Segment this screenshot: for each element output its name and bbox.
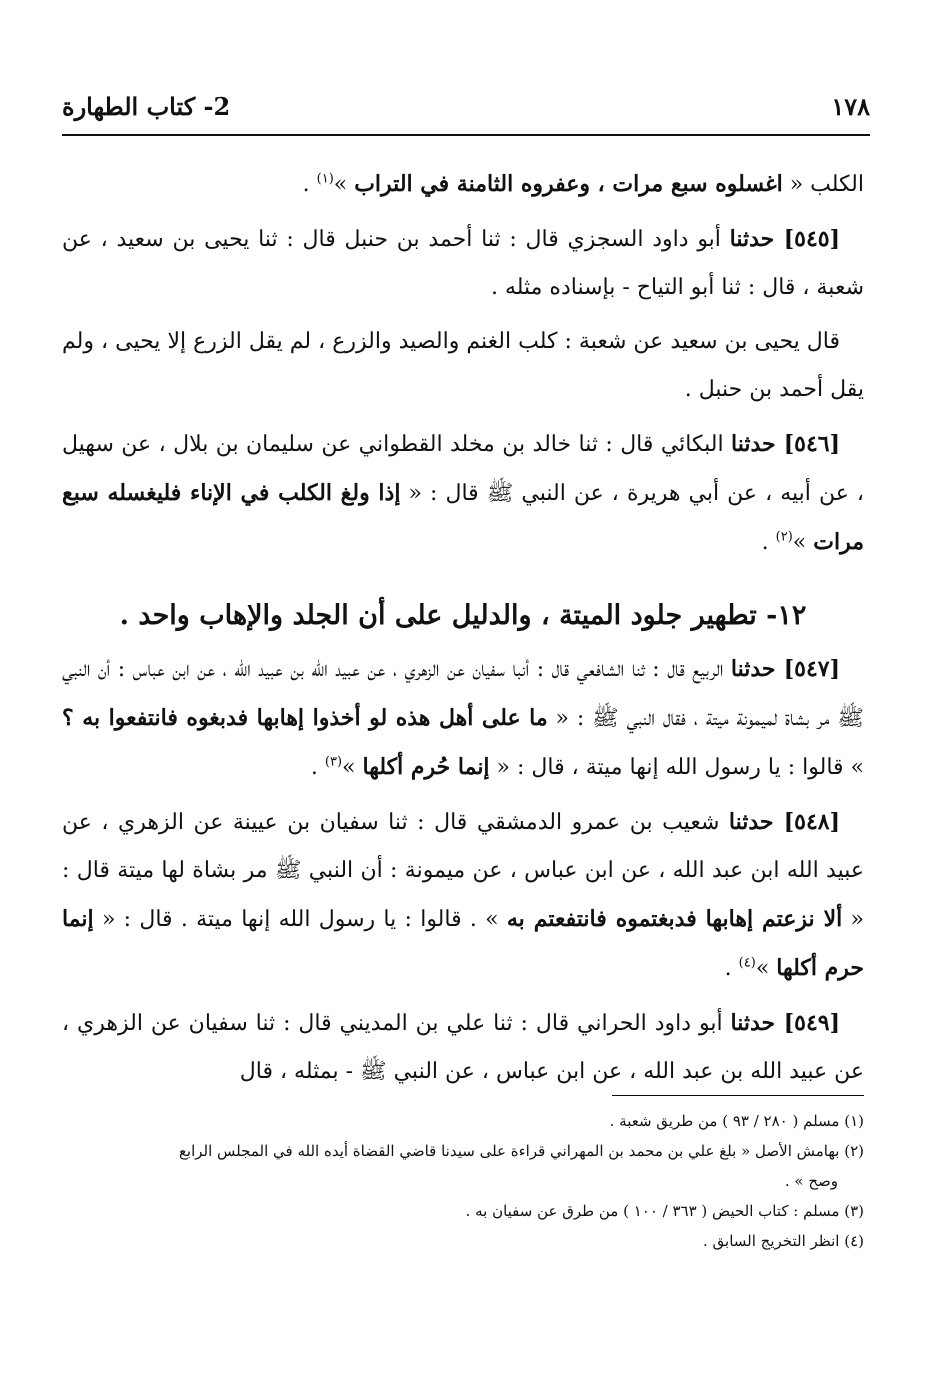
hadith-quote: إنما حرم أكلها [62, 906, 864, 981]
footnote-2: (٢) بهامش الأصل « بلغ علي بن محمد بن المهراني قراءة على سيدنا قاضي القضاة أيده الله في المجلس الرابع [178, 1142, 864, 1160]
hadith-quote: اغسلوه سبع مرات ، وعفروه الثامنة في التراب [354, 171, 783, 197]
hadith-548 [62, 798, 864, 993]
commentary-text: قال يحيى بن سعيد عن شعبة : كلب الغنم والصيد والزرع ، لم يقل الزرع إلا يحيى ، ولم يقل أحمد بن حنبل . [62, 329, 864, 402]
chapter-title: 2- كتاب الطهارة [62, 91, 231, 121]
hadith-546 [62, 420, 864, 567]
body-text [62, 160, 864, 1102]
hadith-quote: ما على أهل هذه لو أخذوا إهابها فدبغوه فانتفعوا به ؟ [62, 705, 548, 731]
hadith-text: » . قالوا : يا رسول الله إنها ميتة . قال : « [93, 907, 507, 932]
hadith-number: [٥٤٦] حدثنا [731, 431, 840, 457]
paragraph-intro [62, 160, 864, 209]
text-run: . [310, 755, 325, 780]
hadith-text: » قالوا : يا رسول الله إنها ميتة ، قال : « [489, 755, 864, 780]
hadith-text: شعيب بن عمرو الدمشقي قال : ثنا سفيان بن عيينة عن الزهري ، عن عبيد الله ابن عبد الله ، عن ابن عباس ، عن ميمونة : أن النبي ﷺ مر بشاة لها ميتة قال : « [62, 810, 864, 932]
footnote-ref: (٢) [775, 529, 793, 545]
footnote-ref: (٣) [324, 754, 343, 770]
hadith-number: [٥٤٥] حدثنا [729, 226, 840, 252]
section-heading: ١٢- تطهير جلود الميتة ، والدليل على أن الجلد والإهاب واحد . [119, 600, 807, 631]
hadith-number: [٥٤٧] حدثنا [730, 656, 840, 682]
hadith-545 [62, 215, 864, 312]
footnote-divider [612, 1095, 864, 1096]
commentary-paragraph [62, 318, 864, 414]
footnote-ref: (٤) [738, 955, 756, 971]
hadith-text: الربيع قال : ثنا الشافعي قال : أنبا سفيان عن الزهري ، عن عبيد الله بن عبيد الله ، عن ابن عباس : أن النبي ﷺ مر بشاة لميمونة ميتة ، فقال النبي ﷺ : « [62, 657, 864, 731]
hadith-quote: إنما حُرم أكلها [362, 754, 490, 780]
hadith-text: أبو داود السجزي قال : ثنا أحمد بن حنبل قال : ثنا يحيى بن سعيد ، عن شعبة ، قال : ثنا أبو التياح - بإسناده مثله . [62, 227, 864, 300]
footnote-ref: (١) [316, 171, 334, 187]
footnote-3: (٣) مسلم : كتاب الحيض ( ٣٦٣ / ١٠٠ ) من طرق عن سفيان به . [465, 1202, 864, 1220]
text-run: » [755, 956, 777, 981]
text-run: » [792, 530, 814, 555]
text-run: الكلب « [782, 172, 864, 197]
footnote-4: (٤) انظر التخريج السابق . [703, 1232, 864, 1250]
hadith-quote: ألا نزعتم إهابها فدبغتموه فانتفعتم به [506, 906, 843, 932]
hadith-text: البكائي قال : ثنا خالد بن مخلد القطواني عن سليمان بن بلال ، عن سهيل ، عن أبيه ، عن أبي هريرة ، عن النبي ﷺ قال : « [62, 432, 864, 506]
footnote-1: (١) مسلم ( ٢٨٠ / ٩٣ ) من طريق شعبة . [609, 1112, 864, 1130]
footnote-2-continuation: وصح » . [784, 1172, 838, 1190]
hadith-549 [62, 999, 864, 1096]
hadith-547 [62, 645, 864, 792]
header-divider [62, 134, 870, 136]
text-run: » [342, 755, 363, 780]
text-run: . [724, 956, 739, 981]
running-header [62, 84, 870, 128]
footnotes [62, 1106, 864, 1256]
hadith-number: [٥٤٨] حدثنا [728, 809, 840, 835]
hadith-number: [٥٤٩] حدثنا [730, 1010, 840, 1036]
hadith-text: أبو داود الحراني قال : ثنا علي بن المديني قال : ثنا سفيان عن الزهري ، عن عبيد الله بن عبد الله ، عن ابن عباس ، عن النبي ﷺ - بمثله ، قال [62, 1011, 864, 1084]
text-run: . [302, 172, 317, 197]
page-number: ١٧٨ [831, 91, 870, 121]
text-run: . [761, 530, 776, 555]
hadith-quote: إذا ولغ الكلب في الإناء فليغسله سبع مرات [62, 480, 864, 555]
text-run: » [333, 172, 355, 197]
